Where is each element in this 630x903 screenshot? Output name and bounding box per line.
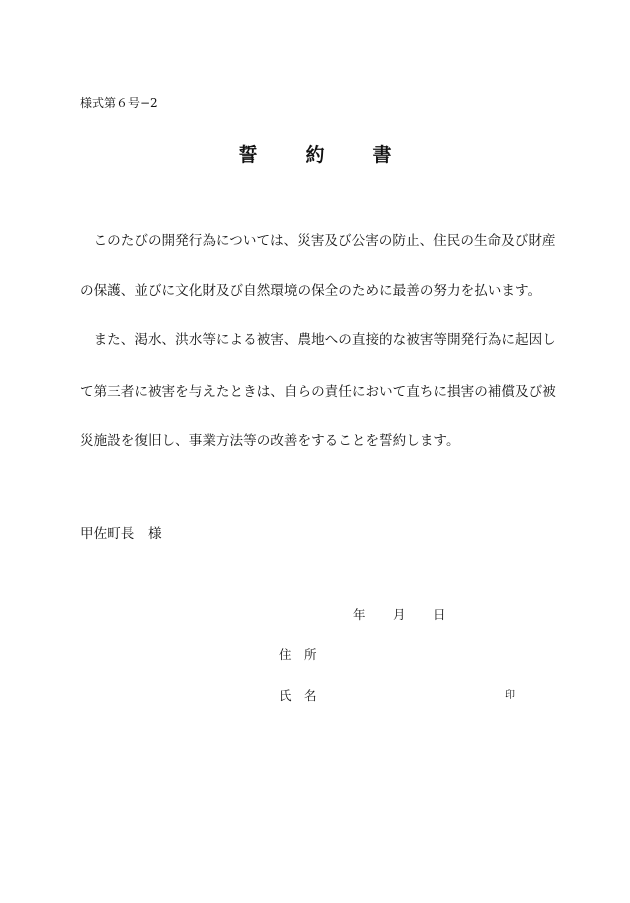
- address-label: 住 所: [279, 647, 317, 662]
- title-char-pledge: 誓: [238, 144, 258, 166]
- title-char-document: 書: [372, 144, 392, 166]
- month-label: 月: [393, 607, 406, 622]
- body-line: て第三者に被害を与えたときは、自らの責任において直ちに損害の補償及び被: [80, 384, 556, 400]
- seal-label: 印: [505, 690, 515, 701]
- body-line: また、渇水、洪水等による被害、農地への直接的な被害等開発行為に起因し: [80, 332, 556, 348]
- body-line: の保護、並びに文化財及び自然環境の保全のために最善の努力を払います。: [80, 283, 542, 299]
- addressee: 甲佐町長 様: [80, 526, 162, 542]
- day-label: 日: [433, 607, 446, 622]
- body-line: 災施設を復旧し、事業方法等の改善をすることを誓約します。: [80, 433, 460, 449]
- body-line: このたびの開発行為については、災害及び公害の防止、住民の生命及び財産: [80, 233, 556, 249]
- year-label: 年: [353, 607, 366, 622]
- title-char-promise: 約: [305, 144, 325, 166]
- name-label: 氏 名: [279, 688, 317, 703]
- document-title: [0, 143, 630, 167]
- form-number: 様式第６号−2: [80, 96, 158, 110]
